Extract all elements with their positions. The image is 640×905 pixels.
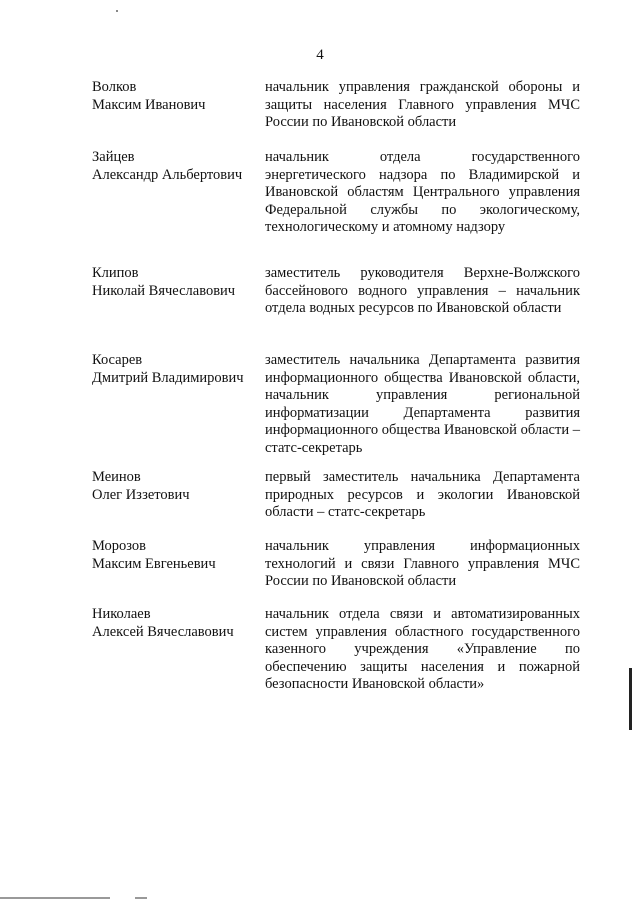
- footer-rule: [0, 897, 110, 899]
- footer-rule-fragment: [135, 897, 147, 899]
- member-surname: Волков: [92, 79, 137, 95]
- member-given-name: Алексей Вячеславович: [92, 623, 234, 640]
- member-position: начальник отдела государственного энергетического надзора по Владимирской и Ивановской областям Центрального управления Федеральной службы по экологическому, технологическому и атомному надзору: [265, 149, 580, 235]
- member-given-name: Дмитрий Владимирович: [92, 369, 244, 386]
- member-given-name: Максим Евгеньевич: [92, 555, 216, 572]
- scan-artifact-edge: [629, 668, 632, 730]
- member-position: начальник управления гражданской обороны и защиты населения Главного управления МЧС России по Ивановской области: [265, 79, 580, 130]
- member-name: [92, 606, 260, 641]
- member-position: заместитель начальника Департамента развития информационного общества Ивановской области, начальник управления региональной информатизации Департамента развития информационного общества Ивановской области – статс-секретарь: [265, 352, 580, 456]
- member-position: начальник отдела связи и автоматизированных систем управления областного государственного казенного учреждения «Управление по обеспечению защиты населения и пожарной безопасности Ивановской области»: [265, 606, 580, 692]
- member-name: [92, 352, 260, 387]
- member-given-name: Николай Вячеславович: [92, 282, 236, 299]
- member-given-name: Александр Альбертович: [92, 166, 243, 183]
- member-name: [92, 538, 260, 573]
- page-number: 4: [316, 47, 324, 63]
- member-name: [92, 149, 260, 184]
- member-surname: Николаев: [92, 606, 151, 622]
- member-name: [92, 79, 260, 114]
- scan-artifact-dot: [116, 10, 118, 12]
- member-given-name: Олег Иззетович: [92, 486, 190, 503]
- member-name: [92, 469, 260, 504]
- member-surname: Морозов: [92, 538, 147, 554]
- member-given-name: Максим Иванович: [92, 96, 206, 113]
- member-surname: Клипов: [92, 265, 139, 281]
- member-position: первый заместитель начальника Департамента природных ресурсов и экологии Ивановской области – статс-секретарь: [265, 469, 580, 520]
- member-surname: Меинов: [92, 469, 141, 485]
- member-surname: Зайцев: [92, 149, 135, 165]
- member-position: начальник управления информационных технологий и связи Главного управления МЧС России по Ивановской области: [265, 538, 580, 589]
- member-position: заместитель руководителя Верхне-Волжского бассейнового водного управления – начальник отдела водных ресурсов по Ивановской области: [265, 265, 580, 316]
- member-name: [92, 265, 260, 300]
- member-surname: Косарев: [92, 352, 143, 368]
